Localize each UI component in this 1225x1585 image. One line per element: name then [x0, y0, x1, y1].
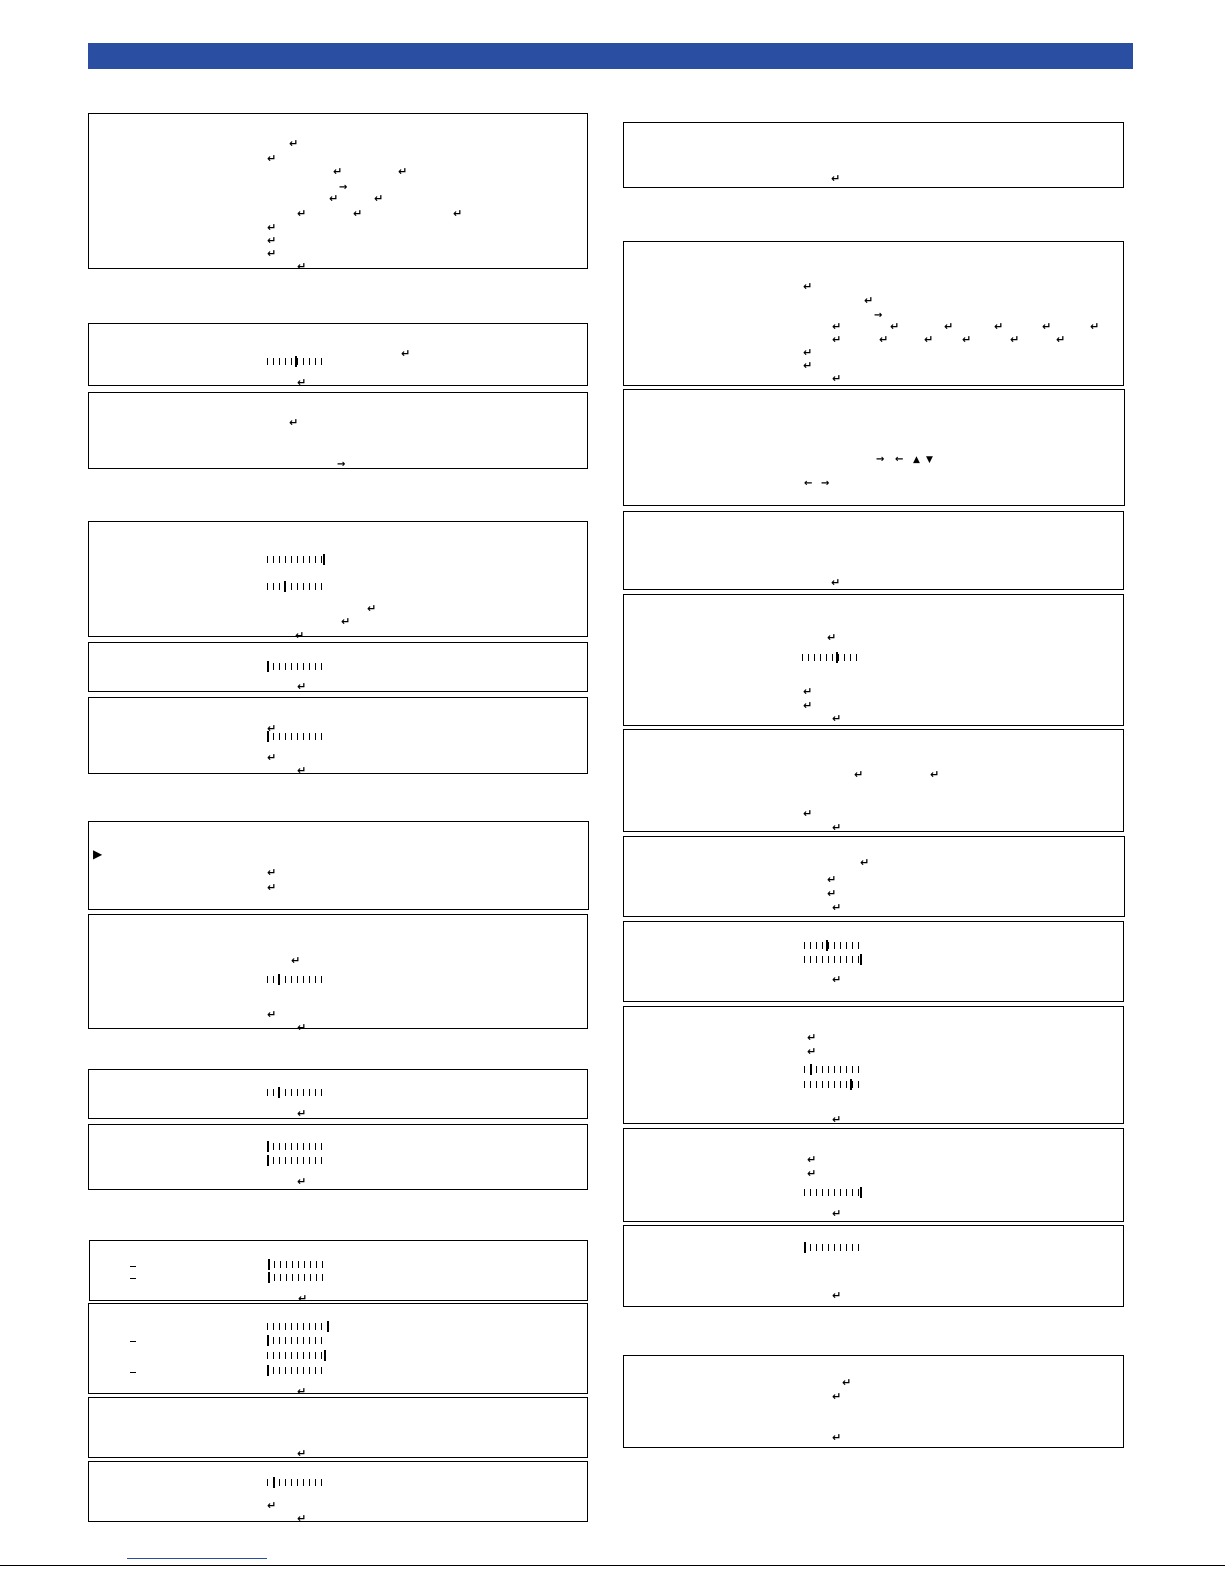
- level-slider[interactable]: [804, 1081, 864, 1088]
- arrow-up-icon: [913, 447, 920, 466]
- enter-icon: [291, 949, 300, 968]
- enter-icon: [832, 328, 841, 347]
- menu-panel: [88, 392, 588, 469]
- arrow-left-icon: [895, 447, 903, 466]
- enter-icon: [1042, 315, 1051, 334]
- enter-icon: [401, 342, 410, 361]
- slider-thumb[interactable]: [323, 554, 325, 565]
- enter-icon: [297, 1170, 306, 1189]
- enter-icon: [827, 626, 836, 645]
- arrow-right-icon: [874, 303, 882, 322]
- enter-icon: [1056, 328, 1065, 347]
- arrow-left-icon: [804, 471, 812, 490]
- enter-icon: [803, 802, 812, 821]
- level-slider[interactable]: [268, 1261, 327, 1268]
- slider-thumb[interactable]: [267, 1335, 269, 1346]
- enter-icon: [944, 315, 953, 334]
- menu-panel: [88, 642, 588, 692]
- enter-icon: [831, 167, 840, 186]
- menu-panel: [88, 1069, 588, 1119]
- enter-icon: [803, 694, 812, 713]
- slider-thumb[interactable]: [850, 1079, 852, 1090]
- cursor-icon: [93, 843, 102, 862]
- menu-panel: [88, 914, 588, 1029]
- enter-icon: [329, 187, 338, 206]
- level-slider[interactable]: [268, 1274, 327, 1281]
- menu-panel: [88, 323, 588, 386]
- menu-panel: [623, 836, 1125, 917]
- level-slider[interactable]: [267, 976, 325, 983]
- enter-icon: [832, 1202, 841, 1221]
- menu-panel: [89, 1240, 588, 1301]
- enter-icon: [297, 1442, 306, 1461]
- arrow-right-icon: [337, 452, 345, 471]
- menu-panel: [623, 389, 1125, 506]
- level-slider[interactable]: [267, 583, 325, 590]
- enter-icon: [962, 328, 971, 347]
- slider-thumb[interactable]: [268, 1272, 270, 1283]
- slider-thumb[interactable]: [327, 1321, 329, 1332]
- enter-icon: [807, 1162, 816, 1181]
- menu-panel: [623, 594, 1124, 726]
- enter-icon: [297, 255, 306, 274]
- enter-icon: [297, 1507, 306, 1526]
- slider-thumb[interactable]: [267, 731, 269, 742]
- enter-icon: [267, 1003, 276, 1022]
- level-slider[interactable]: [267, 1157, 325, 1164]
- menu-panel: [88, 1397, 588, 1458]
- enter-icon: [297, 1016, 306, 1035]
- level-slider[interactable]: [267, 1323, 329, 1330]
- slider-thumb[interactable]: [278, 1087, 280, 1098]
- enter-icon: [832, 1426, 841, 1445]
- enter-icon: [453, 202, 462, 221]
- slider-thumb[interactable]: [267, 1365, 269, 1376]
- slider-thumb[interactable]: [267, 1155, 269, 1166]
- enter-icon: [267, 1494, 276, 1513]
- menu-panel: [623, 1006, 1124, 1124]
- enter-icon: [297, 675, 306, 694]
- menu-panel: [88, 1303, 588, 1394]
- arrow-right-icon: [876, 447, 884, 466]
- enter-icon: [341, 610, 350, 629]
- slider-thumb[interactable]: [268, 1259, 270, 1270]
- enter-icon: [994, 315, 1003, 334]
- level-slider[interactable]: [804, 942, 862, 949]
- enter-icon: [297, 371, 306, 390]
- level-slider[interactable]: [267, 1479, 325, 1486]
- slider-thumb[interactable]: [267, 1141, 269, 1152]
- slider-thumb[interactable]: [860, 954, 862, 965]
- enter-icon: [374, 187, 383, 206]
- enter-icon: [289, 132, 298, 151]
- enter-icon: [803, 275, 812, 294]
- slider-thumb[interactable]: [295, 356, 297, 367]
- enter-icon: [267, 242, 276, 261]
- enter-icon: [832, 896, 841, 915]
- level-slider[interactable]: [267, 556, 325, 563]
- menu-panel: [623, 921, 1124, 1002]
- sub-item-marker: [130, 1278, 136, 1279]
- enter-icon: [297, 759, 306, 778]
- level-slider[interactable]: [802, 654, 860, 661]
- arrow-right-icon: [339, 175, 347, 194]
- enter-icon: [289, 411, 298, 430]
- slider-thumb[interactable]: [324, 1350, 326, 1361]
- enter-icon: [295, 624, 304, 643]
- slider-thumb[interactable]: [804, 1242, 806, 1253]
- level-slider[interactable]: [804, 1244, 860, 1251]
- menu-panel: [623, 1355, 1124, 1448]
- sub-item-marker: [130, 1341, 136, 1342]
- enter-icon: [854, 763, 863, 782]
- enter-icon: [803, 354, 812, 373]
- enter-icon: [860, 851, 869, 870]
- enter-icon: [890, 315, 899, 334]
- menu-panel: [623, 241, 1124, 386]
- menu-panel: [623, 1225, 1124, 1307]
- enter-icon: [367, 597, 376, 616]
- slider-thumb[interactable]: [860, 1187, 862, 1198]
- menu-panel: [88, 1124, 588, 1190]
- enter-icon: [930, 763, 939, 782]
- arrow-right-icon: [821, 471, 829, 490]
- level-slider[interactable]: [267, 1143, 325, 1150]
- enter-icon: [832, 1284, 841, 1303]
- level-slider[interactable]: [804, 1189, 862, 1196]
- enter-icon: [832, 1108, 841, 1127]
- level-slider[interactable]: [267, 358, 325, 365]
- menu-panel: [88, 521, 588, 637]
- enter-icon: [832, 968, 841, 987]
- enter-icon: [832, 1385, 841, 1404]
- enter-icon: [842, 1371, 851, 1390]
- sub-item-marker: [130, 1266, 136, 1267]
- enter-icon: [832, 367, 841, 386]
- menu-panel: [88, 1461, 588, 1522]
- enter-icon: [267, 876, 276, 895]
- footer-link-underline[interactable]: [127, 1558, 267, 1559]
- enter-icon: [879, 328, 888, 347]
- enter-icon: [831, 571, 840, 590]
- slider-thumb[interactable]: [278, 974, 280, 985]
- footer-rule: [0, 1565, 1225, 1566]
- level-slider[interactable]: [267, 1352, 326, 1359]
- slider-thumb[interactable]: [810, 1064, 812, 1075]
- header-bar: [88, 43, 1133, 69]
- arrow-down-icon: [926, 447, 933, 466]
- enter-icon: [1090, 315, 1099, 334]
- menu-panel: [88, 113, 588, 269]
- slider-thumb[interactable]: [836, 652, 838, 663]
- level-slider[interactable]: [804, 1066, 864, 1073]
- level-slider[interactable]: [267, 733, 325, 740]
- slider-thumb[interactable]: [826, 940, 828, 951]
- menu-panel: [88, 821, 589, 910]
- slider-thumb[interactable]: [267, 661, 269, 672]
- enter-icon: [807, 1040, 816, 1059]
- enter-icon: [267, 147, 276, 166]
- slider-thumb[interactable]: [284, 581, 286, 592]
- enter-icon: [297, 202, 306, 221]
- menu-panel: [623, 1128, 1124, 1222]
- sub-item-marker: [130, 1372, 136, 1373]
- slider-thumb[interactable]: [273, 1477, 275, 1488]
- level-slider[interactable]: [267, 1089, 325, 1096]
- menu-panel: [623, 122, 1124, 188]
- enter-icon: [832, 816, 841, 835]
- enter-icon: [832, 707, 841, 726]
- level-slider[interactable]: [267, 663, 325, 670]
- enter-icon: [398, 160, 407, 179]
- level-slider[interactable]: [267, 1337, 326, 1344]
- menu-panel: [623, 511, 1124, 590]
- level-slider[interactable]: [267, 1367, 326, 1374]
- enter-icon: [353, 202, 362, 221]
- enter-icon: [864, 289, 873, 308]
- enter-icon: [297, 1102, 306, 1121]
- enter-icon: [267, 746, 276, 765]
- enter-icon: [1010, 328, 1019, 347]
- enter-icon: [924, 328, 933, 347]
- menu-panel: [623, 729, 1124, 832]
- level-slider[interactable]: [804, 956, 862, 963]
- menu-panel: [88, 697, 588, 774]
